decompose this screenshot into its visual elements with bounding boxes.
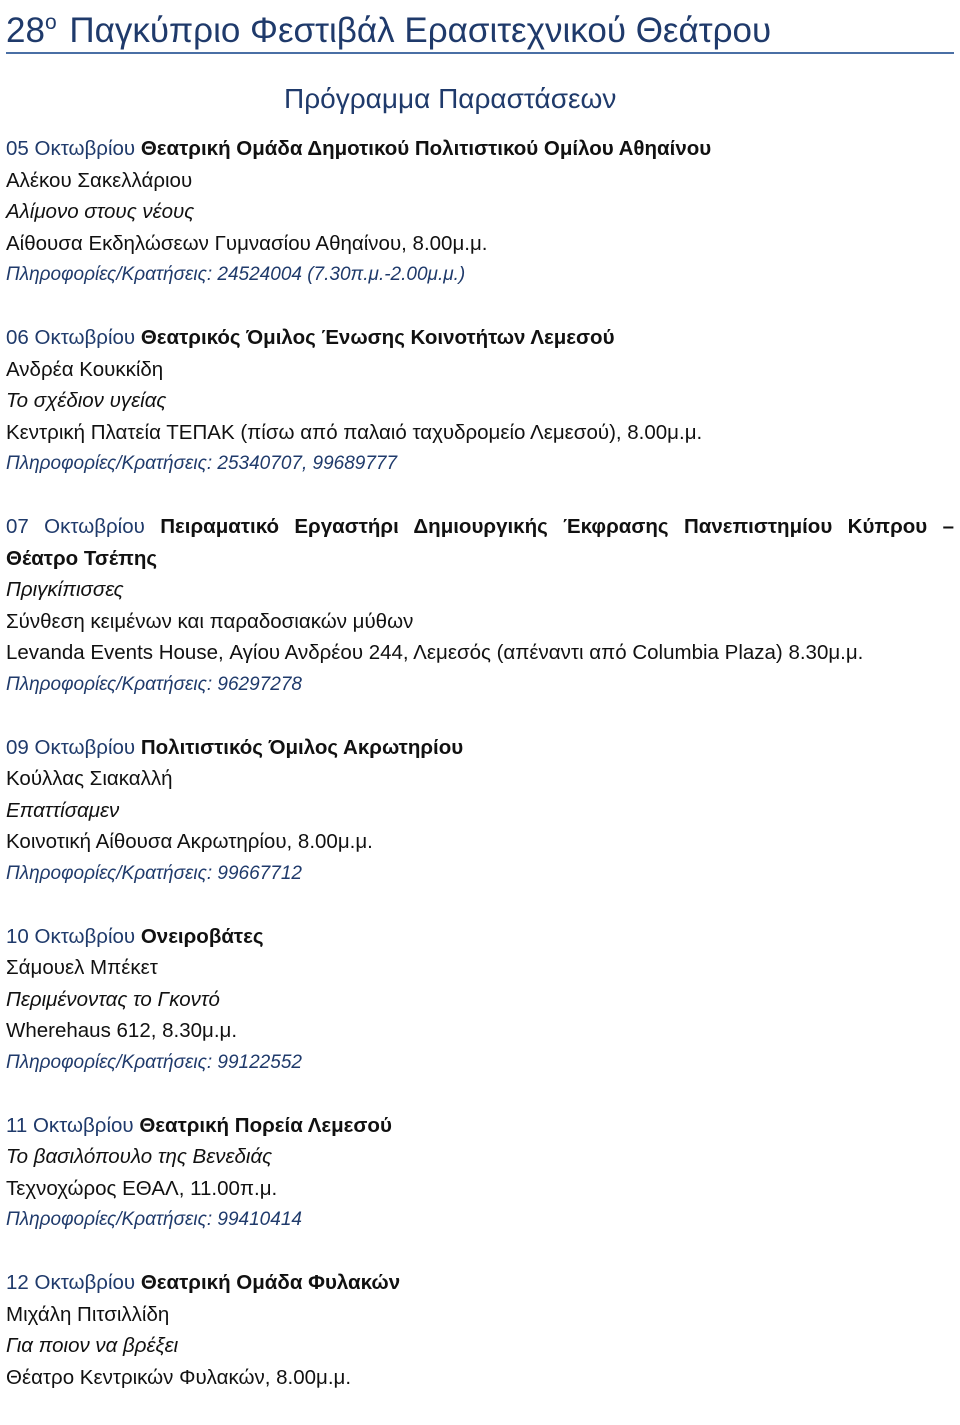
event-ensemble: Θεατρική Ομάδα Φυλακών	[140, 1271, 401, 1294]
event-play: Αλίμονο στους νέους	[6, 200, 195, 223]
event-venue: Κεντρική Πλατεία ΤΕΠΑΚ (πίσω από παλαιό ταχυδρομείο Λεμεσού), 8.00μ.μ.	[6, 420, 703, 444]
event-ensemble: Πειραματικό Εργαστήρι Δημιουργικής Έκφρασης Πανεπιστημίου Κύπρου – Θέατρο Τσέπης	[6, 515, 954, 570]
event-item	[6, 1267, 954, 1393]
event-date: 10 Οκτωβρίου	[6, 924, 136, 948]
event-date: 06 Οκτωβρίου	[6, 326, 136, 349]
event-play: Για ποιον να βρέξει	[6, 1334, 179, 1357]
event-ensemble: Θεατρική Πορεία Λεμεσού	[139, 1113, 392, 1137]
event-info: Πληροφορίες/Κρατήσεις: 96297278	[6, 673, 302, 695]
event-venue: Wherehaus 612, 8.30μ.μ.	[6, 1019, 238, 1042]
event-ensemble: Ονειροβάτες	[140, 924, 264, 948]
event-play: Πριγκίπισσες	[6, 578, 124, 601]
event-description: Σύνθεση κειμένων και παραδοσιακών μύθων	[6, 609, 414, 633]
event-play: Επαττίσαμεν	[6, 798, 120, 822]
title-divider	[6, 52, 954, 54]
event-item	[6, 921, 954, 1079]
title-text: Παγκύπριο Φεστιβάλ Ερασιτεχνικού Θεάτρου	[69, 11, 772, 50]
event-ensemble: Πολιτιστικός Όμιλος Ακρωτηρίου	[140, 735, 464, 759]
event-venue: Κοινοτική Αίθουσα Ακρωτηρίου, 8.00μ.μ.	[6, 830, 373, 853]
event-venue: Levanda Events House, Αγίου Ανδρέου 244, Λεμεσός (απέναντι από Columbia Plaza) 8.30μ.μ.	[6, 641, 864, 664]
event-info: Πληροφορίες/Κρατήσεις: 24524004 (7.30π.μ.-2.00μ.μ.)	[6, 264, 466, 285]
event-author: Κούλλας Σιακαλλή	[6, 767, 173, 790]
event-venue: Θέατρο Κεντρικών Φυλακών, 8.00μ.μ.	[6, 1365, 352, 1389]
event-ensemble: Θεατρικός Όμιλος Ένωσης Κοινοτήτων Λεμεσού	[140, 326, 615, 349]
event-date: 11 Οκτωβρίου	[6, 1113, 134, 1137]
event-author: Αλέκου Σακελλάριου	[6, 168, 193, 192]
event-item	[6, 1110, 954, 1236]
event-item	[6, 133, 954, 291]
event-info: Πληροφορίες/Κρατήσεις: 99667712	[6, 862, 302, 884]
event-play: Το σχέδιον υγείας	[6, 389, 167, 412]
event-list	[6, 133, 954, 1425]
event-author: Σάμουελ Μπέκετ	[6, 956, 158, 979]
event-item	[6, 732, 954, 890]
event-play: Το βασιλόπουλο της Βενεδιάς	[6, 1145, 273, 1168]
event-info: Πληροφορίες/Κρατήσεις: 99122552	[6, 1051, 302, 1073]
event-venue: Αίθουσα Εκδηλώσεων Γυμνασίου Αθηαίνου, 8.00μ.μ.	[6, 231, 488, 255]
event-date: 12 Οκτωβρίου	[6, 1271, 136, 1294]
title-ordinal: ο	[44, 11, 57, 34]
event-info: Πληροφορίες/Κρατήσεις: 25340707, 99689777	[6, 453, 398, 474]
event-item	[6, 511, 954, 700]
event-date: 05 Οκτωβρίου	[6, 137, 136, 160]
event-venue: Τεχνοχώρος ΕΘΑΛ, 11.00π.μ.	[6, 1176, 278, 1200]
programme-heading: Πρόγραμμα Παραστάσεων	[284, 83, 617, 114]
event-ensemble: Θεατρική Ομάδα Δημοτικού Πολιτιστικού Ομίλου Αθηαίνου	[140, 137, 712, 160]
event-item	[6, 322, 954, 480]
event-author: Ανδρέα Κουκκίδη	[6, 357, 164, 381]
event-play: Περιμένοντας το Γκοντό	[6, 987, 220, 1011]
document-title	[6, 2, 771, 52]
event-date: 07 Οκτωβρίου	[6, 515, 145, 538]
event-author: Μιχάλη Πιτσιλλίδη	[6, 1302, 170, 1326]
event-info: Πληροφορίες/Κρατήσεις: 99410414	[6, 1209, 302, 1230]
event-date: 09 Οκτωβρίου	[6, 735, 136, 759]
title-number: 28	[6, 11, 45, 50]
